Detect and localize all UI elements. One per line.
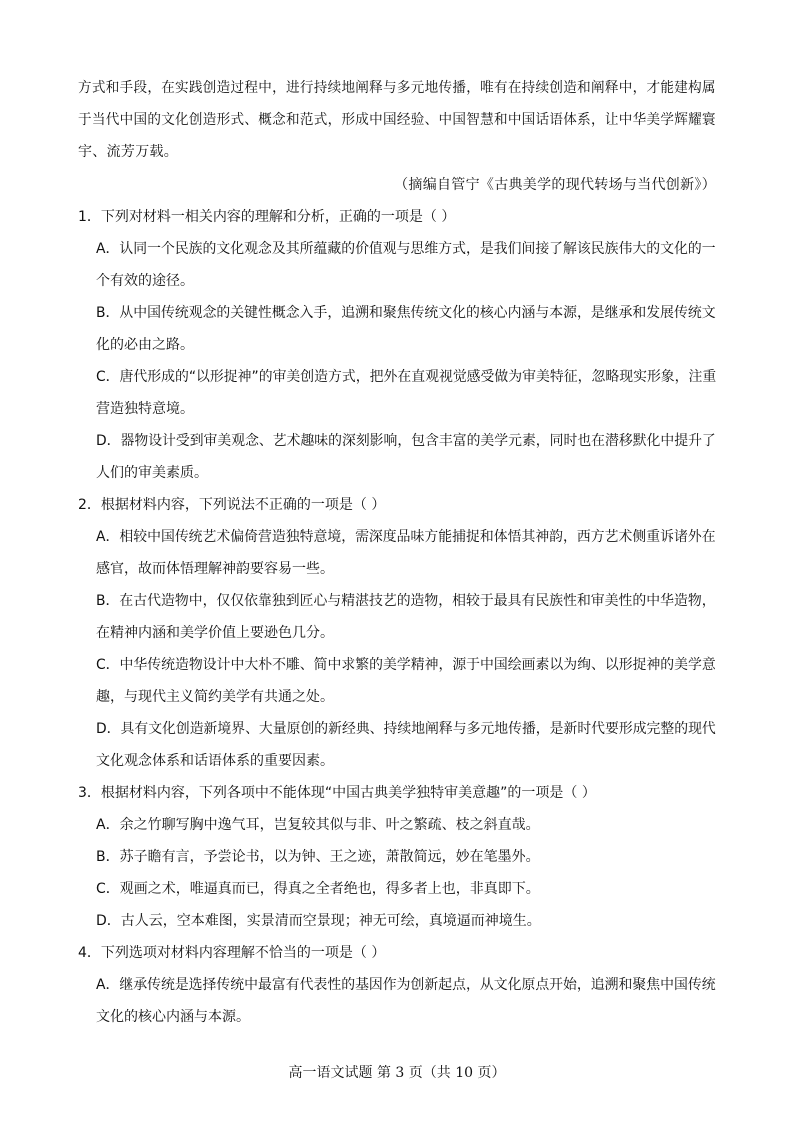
q1-option-c-line1: C．唐代形成的“以形捉神”的审美创造方式，把外在直观视觉感受做为审美特征，忽略现实形象，注重 bbox=[96, 369, 717, 385]
q1-option-d-line2: 人们的审美素质。 bbox=[96, 465, 208, 481]
page-footer: 高一语文试题 第 3 页（共 10 页） bbox=[288, 1065, 506, 1081]
q3-option-c: C．观画之术，唯逼真而已，得真之全者绝也，得多者上也，非真即下。 bbox=[96, 881, 540, 897]
q2-option-b-line1: B．在古代造物中，仅仅依靠独到匠心与精湛技艺的造物，相较于最具有民族性和审美性的中华造物， bbox=[96, 593, 716, 609]
q1-option-b-line2: 化的必由之路。 bbox=[96, 337, 194, 353]
q1-option-a-line1: A．认同一个民族的文化观念及其所蕴藏的价值观与思维方式，是我们间接了解该民族伟大的文化的一 bbox=[96, 241, 716, 257]
q1-option-c-line2: 营造独特意境。 bbox=[96, 401, 194, 417]
q3-option-a: A．余之竹聊写胸中逸气耳，岂复较其似与非、叶之繁疏、枝之斜直哉。 bbox=[96, 817, 540, 833]
q2-option-a-line1: A．相较中国传统艺术偏倚营造独特意境，需深度品味方能捕捉和体悟其神韵，西方艺术侧重诉诸外在 bbox=[96, 529, 716, 545]
q1-option-d-line1: D．器物设计受到审美观念、艺术趣味的深刻影响，包含丰富的美学元素，同时也在潜移默化中提升了 bbox=[96, 433, 716, 449]
passage-source: （摘编自管宁《古典美学的现代转场与当代创新》） bbox=[394, 177, 716, 193]
q2-option-d-line2: 文化观念体系和话语体系的重要因素。 bbox=[96, 753, 334, 769]
q2-option-a-line2: 感官，故而体悟理解神韵要容易一些。 bbox=[96, 561, 334, 577]
question-3-stem: 3．根据材料内容，下列各项中不能体现“中国古典美学独特审美意趣”的一项是（ ） bbox=[78, 785, 596, 801]
q2-option-c-line2: 趣，与现代主义简约美学有共通之处。 bbox=[96, 689, 334, 705]
q3-option-b: B．苏子瞻有言，予尝论书，以为钟、王之迹，萧散简远，妙在笔墨外。 bbox=[96, 849, 540, 865]
q1-option-a-line2: 个有效的途径。 bbox=[96, 273, 194, 289]
question-1-stem: 1．下列对材料一相关内容的理解和分析，正确的一项是（ ） bbox=[78, 209, 456, 225]
q2-option-b-line2: 在精神内涵和美学价值上要逊色几分。 bbox=[96, 625, 334, 641]
q4-option-a-line1: A．继承传统是选择传统中最富有代表性的基因作为创新起点，从文化原点开始，追溯和聚焦中国传统 bbox=[96, 977, 716, 993]
q2-option-c-line1: C．中华传统造物设计中大朴不雕、简中求繁的美学精神，源于中国绘画素以为绚、以形捉神的美学意 bbox=[96, 657, 716, 673]
passage-line-1: 方式和手段，在实践创造过程中，进行持续地阐释与多元地传播，唯有在持续创造和阐释中，才能建构属 bbox=[78, 80, 716, 96]
q4-option-a-line2: 文化的核心内涵与本源。 bbox=[96, 1009, 250, 1025]
question-2-stem: 2．根据材料内容，下列说法不正确的一项是（ ） bbox=[78, 497, 386, 513]
passage-line-2: 于当代中国的文化创造形式、概念和范式，形成中国经验、中国智慧和中国话语体系，让中华美学辉耀寰 bbox=[78, 112, 716, 128]
q3-option-d: D．古人云，空本难图，实景清而空景现；神无可绘，真境逼而神境生。 bbox=[96, 913, 541, 929]
q1-option-b-line1: B．从中国传统观念的关键性概念入手，追溯和聚焦传统文化的核心内涵与本源，是继承和发展传统文 bbox=[96, 305, 716, 321]
q2-option-d-line1: D．具有文化创造新境界、大量原创的新经典、持续地阐释与多元地传播，是新时代要形成完整的现代 bbox=[96, 721, 716, 737]
passage-line-3: 宇、流芳万载。 bbox=[78, 144, 179, 160]
question-4-stem: 4．下列选项对材料内容理解不恰当的一项是（ ） bbox=[78, 945, 386, 961]
